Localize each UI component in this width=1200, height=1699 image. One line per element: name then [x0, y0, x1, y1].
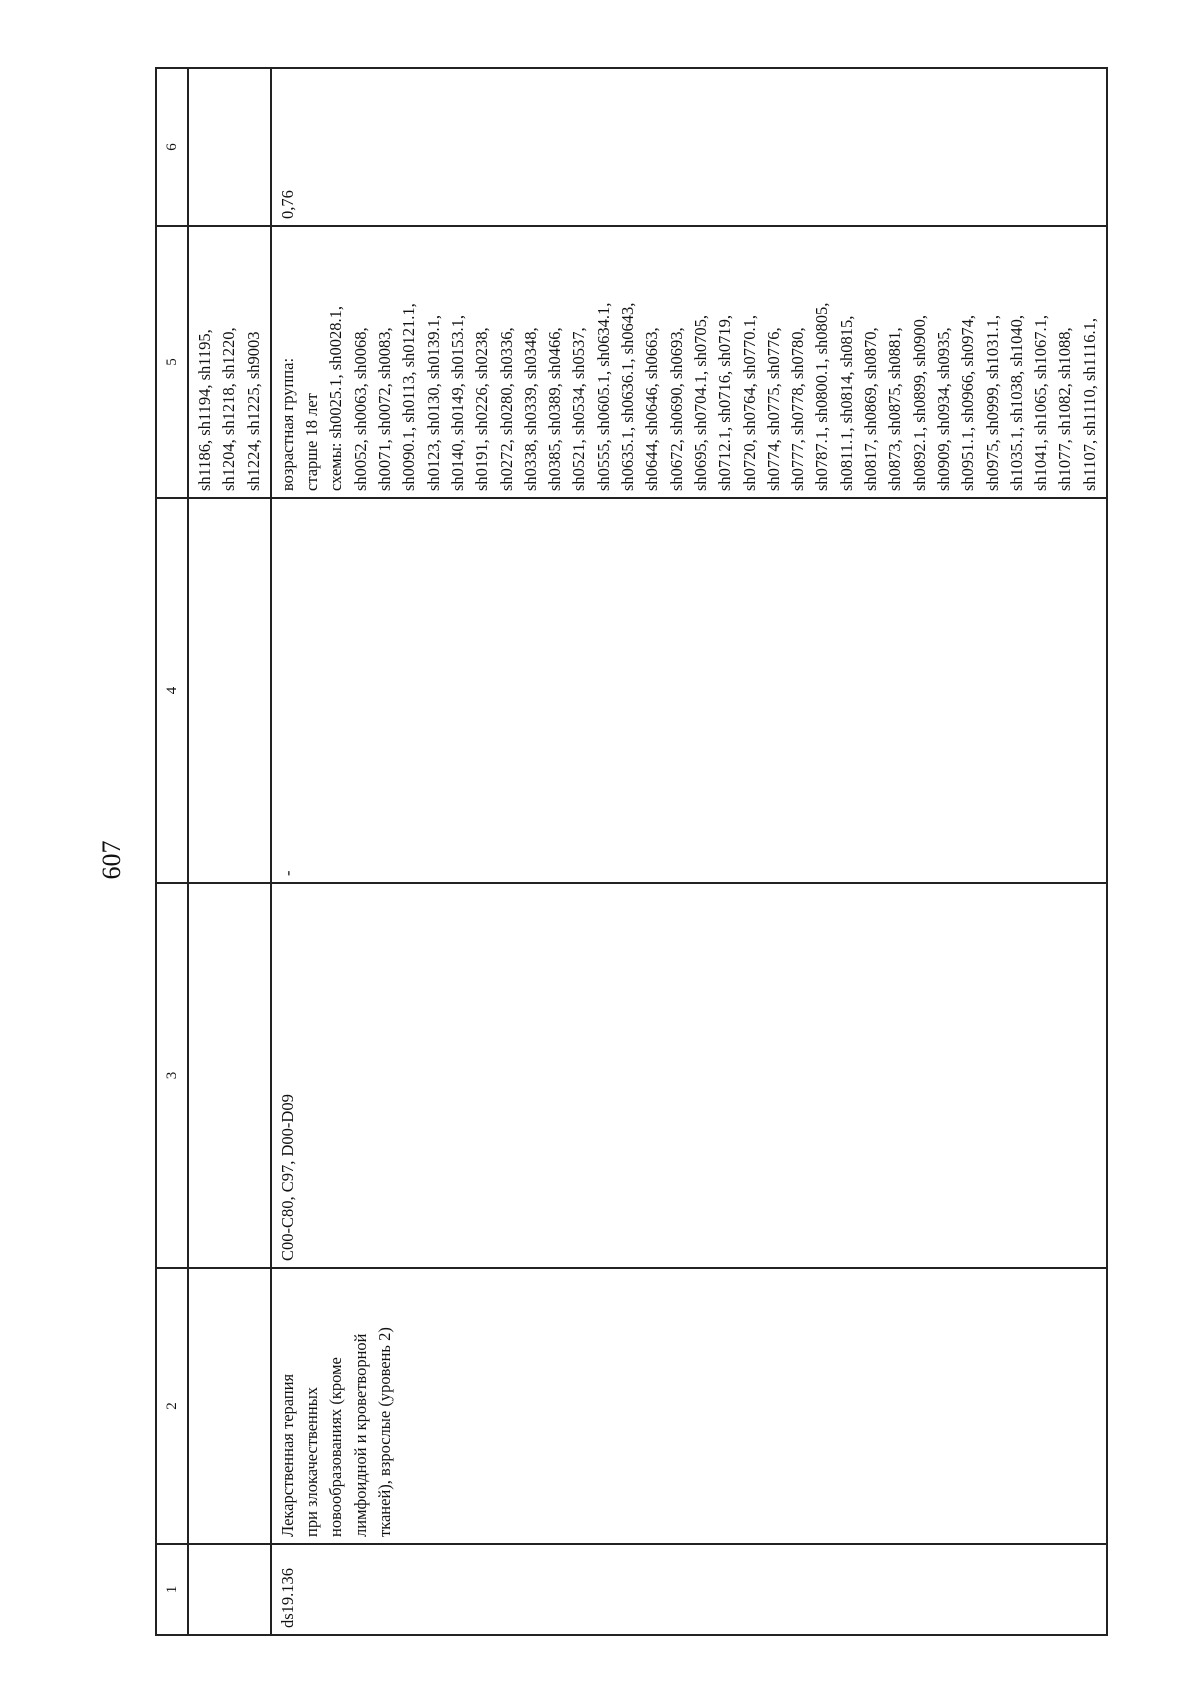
criteria-line: sh0071, sh0072, sh0083, — [375, 327, 395, 491]
criteria-cell — [271, 226, 1107, 498]
criteria-line: sh0385, sh0389, sh0466, — [545, 327, 565, 491]
criteria-line: sh0909, sh0934, sh0935, — [933, 327, 953, 491]
header-col-1: 1 — [156, 1544, 188, 1635]
criteria-line: sh0712.1, sh0716, sh0719, — [715, 314, 735, 491]
col4-value: - — [277, 870, 297, 876]
group-code: ds19.136 — [277, 1567, 297, 1628]
continued-schemes-list — [189, 227, 270, 497]
continued-icd-cell — [188, 883, 271, 1268]
tariff-table — [155, 67, 1108, 1636]
criteria-line: sh0644, sh0646, sh0663, — [642, 327, 662, 491]
header-col-5: 5 — [156, 226, 188, 498]
col4-cell — [271, 498, 1107, 883]
criteria-line: sh0338, sh0339, sh0348, — [520, 327, 540, 491]
criteria-line: sh0672, sh0690, sh0693, — [666, 327, 686, 491]
criteria-list — [272, 227, 1106, 497]
icd-codes: C00-C80, C97, D00-D09 — [277, 1094, 297, 1261]
criteria-line: sh0811.1, sh0814, sh0815, — [836, 315, 856, 491]
group-name — [272, 1269, 401, 1543]
criteria-line: sh0774, sh0775, sh0776, — [763, 327, 783, 491]
criteria-line: sh0695, sh0704.1, sh0705, — [690, 314, 710, 491]
continued-col4-cell — [188, 498, 271, 883]
group-name-line: новообразованиях (кроме — [326, 1357, 346, 1537]
criteria-line: sh1041, sh1065, sh1067.1, — [1031, 314, 1051, 491]
continued-code-cell — [188, 1544, 271, 1635]
continued-schemes-line: sh1204, sh1218, sh1220, — [219, 327, 239, 491]
criteria-line: sh0123, sh0130, sh0139.1, — [423, 314, 443, 491]
coefficient-value: 0,76 — [277, 190, 297, 219]
criteria-line: sh0272, sh0280, sh0336, — [496, 327, 516, 491]
coefficient-cell — [271, 68, 1107, 226]
criteria-line: sh0817, sh0869, sh0870, — [861, 327, 881, 491]
criteria-line: старше 18 лет — [302, 393, 322, 491]
icd-cell — [271, 883, 1107, 1268]
continued-name-cell — [188, 1268, 271, 1544]
continued-criteria-cell — [188, 226, 271, 498]
criteria-line: sh0777, sh0778, sh0780, — [788, 327, 808, 491]
criteria-line: sh0191, sh0226, sh0238, — [472, 327, 492, 491]
continued-schemes-line: sh1186, sh1194, sh1195, — [195, 329, 214, 491]
rotated-table-area — [155, 69, 1099, 1636]
criteria-line: sh0052, sh0063, sh0068, — [350, 327, 370, 491]
criteria-line: sh0555, sh0605.1, sh0634.1, — [593, 302, 613, 491]
header-row — [156, 68, 188, 1635]
criteria-line: sh1077, sh1082, sh1088, — [1055, 327, 1075, 491]
criteria-line: sh1035.1, sh1038, sh1040, — [1006, 314, 1026, 491]
code-cell — [271, 1544, 1107, 1635]
table-frame — [155, 69, 1099, 1636]
group-name-line: лимфоидной и кроветворной — [350, 1333, 370, 1537]
group-name-line: Лекарственная терапия — [277, 1373, 297, 1537]
group-name-line: тканей), взрослые (уровень 2) — [375, 1327, 395, 1537]
criteria-line: sh0090.1, sh0113, sh0121.1, — [399, 303, 419, 491]
header-col-2: 2 — [156, 1268, 188, 1544]
header-col-3: 3 — [156, 883, 188, 1268]
header-col-4: 4 — [156, 498, 188, 883]
criteria-line: sh0635.1, sh0636.1, sh0643, — [618, 302, 638, 491]
continued-row — [188, 68, 271, 1635]
criteria-line: sh0873, sh0875, sh0881, — [885, 327, 905, 491]
criteria-line: sh0975, sh0999, sh1031.1, — [982, 314, 1002, 491]
name-cell — [271, 1268, 1107, 1544]
table-row — [271, 68, 1107, 1635]
criteria-line: sh0140, sh0149, sh0153.1, — [447, 314, 467, 491]
continued-coefficient-cell — [188, 68, 271, 226]
criteria-line: sh0521, sh0534, sh0537, — [569, 327, 589, 491]
criteria-line: sh0720, sh0764, sh0770.1, — [739, 314, 759, 491]
criteria-line: sh0951.1, sh0966, sh0974, — [958, 314, 978, 491]
criteria-line: sh0892.1, sh0899, sh0900, — [909, 314, 929, 491]
criteria-line: sh0787.1, sh0800.1, sh0805, — [812, 302, 832, 491]
continued-schemes-line: sh1224, sh1225, sh9003 — [243, 331, 263, 491]
criteria-line: sh1107, sh1110, sh1116.1, — [1079, 318, 1099, 491]
page-number: 607 — [97, 840, 126, 880]
criteria-line: схемы: sh0025.1, sh0028.1, — [326, 306, 346, 491]
header-col-6: 6 — [156, 68, 188, 226]
criteria-line: возрастная группа: — [277, 357, 297, 491]
group-name-line: при злокачественных — [302, 1386, 322, 1537]
